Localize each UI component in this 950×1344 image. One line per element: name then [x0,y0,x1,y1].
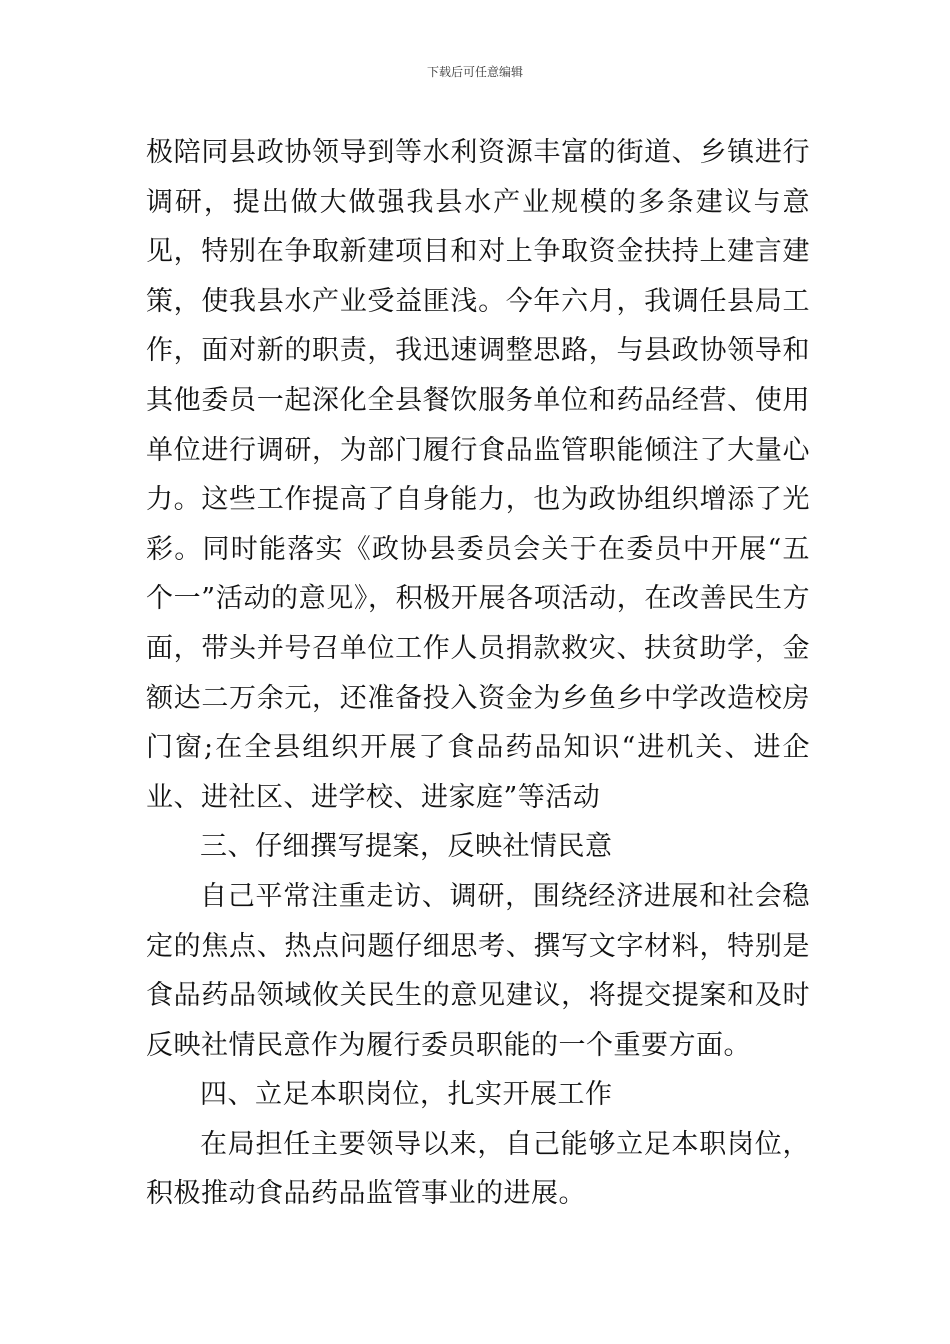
section-heading-4: 四、立足本职岗位，扎实开展工作 [200,1079,613,1111]
document-body [146,128,810,1219]
paragraph-section-3: 自己平常注重走访、调研，围绕经济进展和社会稳定的焦点、热点问题仔细思考、撰写文字材料，特别是食品药品领域攸关民生的意见建议，将提交提案和及时反映社情民意作为履行委员职能的一个重要方面。 [146,880,810,1061]
paragraph-continuation: 极陪同县政协领导到等水利资源丰富的街道、乡镇进行调研，提出做大做强我县水产业规模的多条建议与意见，特别在争取新建项目和对上争取资金扶持上建言建策，使我县水产业受益匪浅。今年六月，我调任县局工作，面对新的职责，我迅速调整思路，与县政协领导和其他委员一起深化全县餐饮服务单位和药品经营、使用单位进行调研，为部门履行食品监管职能倾注了大量心力。这些工作提高了自身能力，也为政协组织增添了光彩。同时能落实《政协县委员会关于在委员中开展“五个一”活动的意见》，积极开展各项活动，在改善民生方面，带头并号召单位工作人员捐款救灾、扶贫助学，金额达二万余元，还准备投入资金为乡鱼乡中学改造校房门窗;在全县组织开展了食品药品知识“进机关、进企业、进社区、进学校、进家庭”等活动 [146,137,810,813]
paragraph-section-4: 在局担任主要领导以来，自己能够立足本职岗位，积极推动食品药品监管事业的进展。 [146,1128,810,1210]
section-heading-3: 三、仔细撰写提案，反映社情民意 [200,831,613,863]
page-header: 下载后可任意编辑 [426,65,523,79]
